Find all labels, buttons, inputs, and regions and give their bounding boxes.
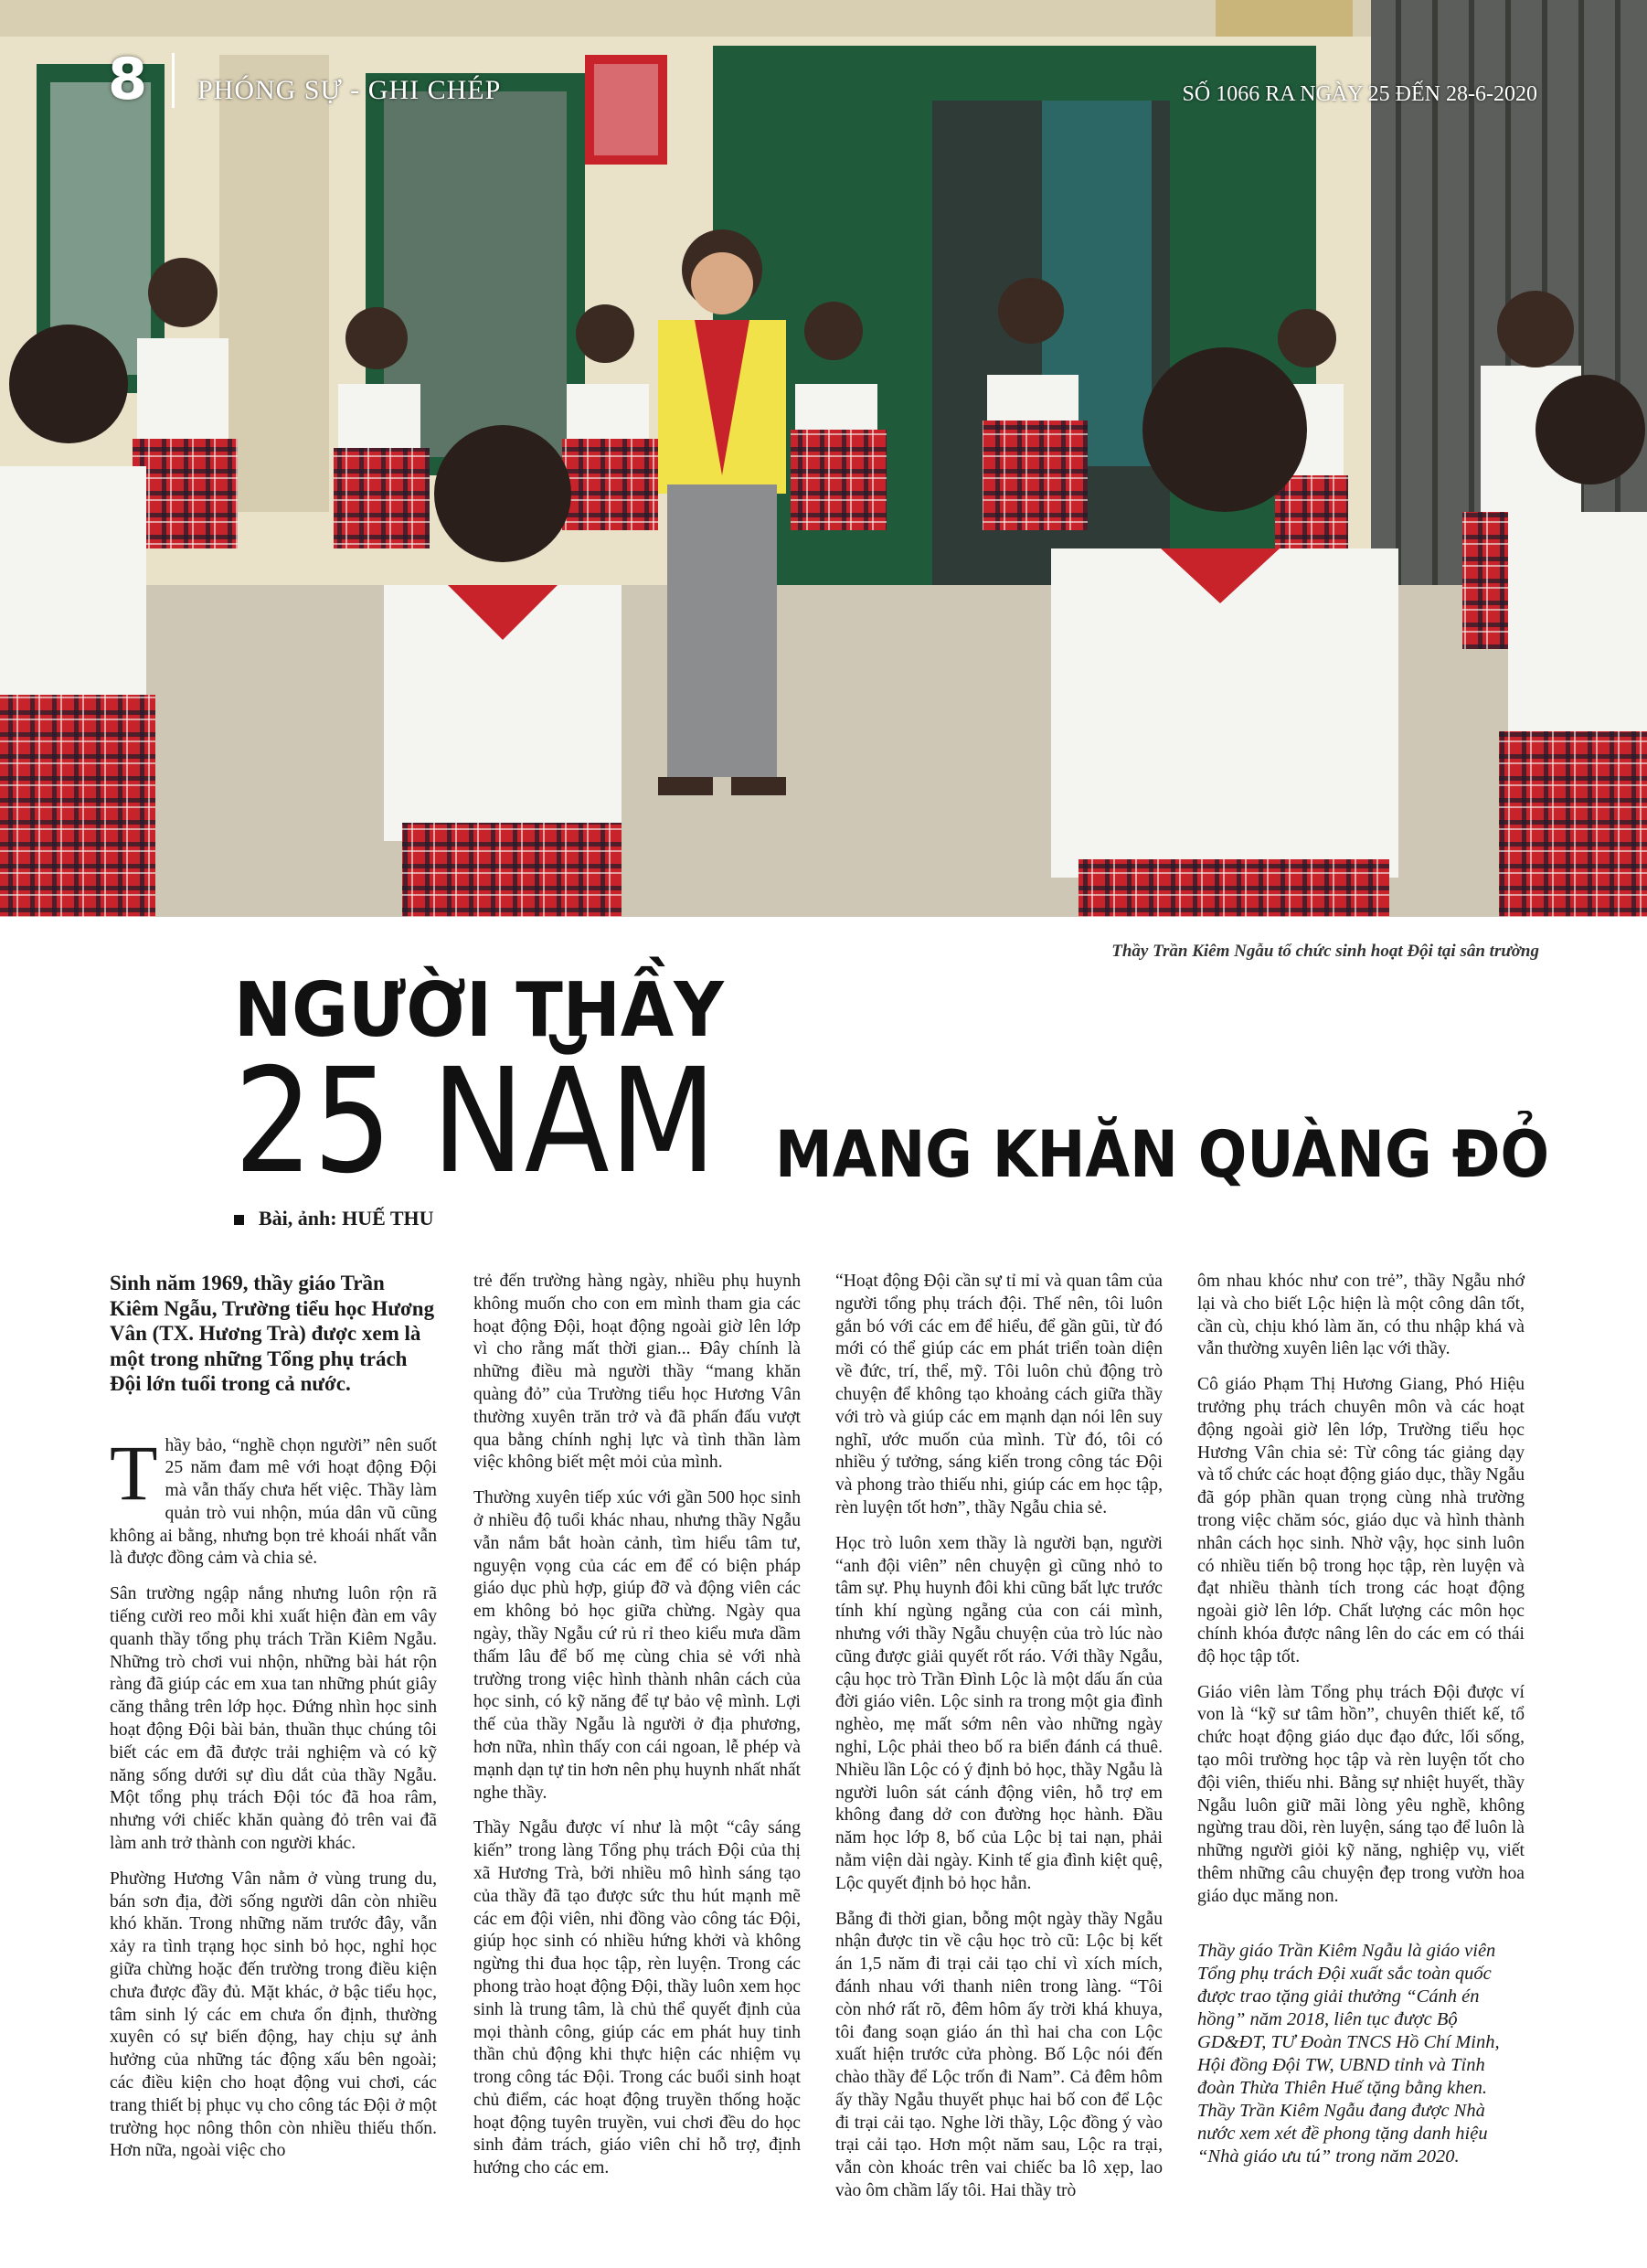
page-number: 8	[108, 46, 148, 112]
body-paragraph: Giáo viên làm Tổng phụ trách Đội được ví von là “kỹ sư tâm hồn”, chuyên thiết kế, tổ chức hoạt động giáo dục đạo đức, lối sống, tạo môi trường học tập và rèn luyện tốt cho đội viên, thiếu nhi. Bằng sự nhiệt huyết, thầy Ngẫu luôn giữ mãi lòng yêu nghề, không ngừng trau dồi, rèn luyện, sáng tạo để luôn là những người giỏi kỹ năng, nghiệp vụ, viết thêm những câu chuyện đẹp trong vườn hoa giáo dục măng non.	[1197, 1682, 1525, 1906]
body-paragraph	[110, 1428, 437, 1571]
body-paragraph: Thường xuyên tiếp xúc với gần 500 học sinh ở nhiều độ tuổi khác nhau, nhưng thầy Ngẫu vẫn nắm bắt hoàn cảnh, tìm hiểu tâm tư, nguyện vọng của các em để có biện pháp giáo dục phù hợp, giúp đỡ và động viên các em không bỏ học giữa chừng. Ngày qua ngày, thầy Ngẫu cứ rủ rỉ theo kiểu mưa dầm thấm lâu để bố mẹ cùng chia sẻ với nhà trường trong việc hình thành nhân cách của học sinh, có kỹ năng để tự bảo vệ mình. Lợi thế của thầy Ngẫu là người ở địa phương, hơn nữa, nhìn thấy con cái ngoan, lễ phép và mạnh dạn tự tin hơn nên phụ huynh nhất nhất nghe thầy.	[473, 1488, 801, 1803]
body-paragraph: trẻ đến trường hàng ngày, nhiều phụ huynh không muốn cho con em mình tham gia các hoạt động Đội, hoạt động ngoài giờ lên lớp vì cho rằng mất thời gian... Đây chính là những điều mà người thầy “mang khăn quàng đỏ” của Trường tiểu học Hương Vân thường xuyên trăn trở và đã phấn đấu vượt qua bằng chính nghị lực và tình thần làm việc không biết mệt mỏi của mình.	[473, 1272, 801, 1473]
byline-text: Bài, ảnh: HUẾ THU	[259, 1207, 434, 1230]
article-column-1	[110, 1271, 437, 2176]
byline	[234, 1207, 434, 1230]
header-divider	[172, 53, 175, 108]
section-label: PHÓNG SỰ - GHI CHÉP	[197, 75, 502, 105]
photo-illustration	[0, 0, 1647, 917]
body-paragraph: Phường Hương Vân nằm ở vùng trung du, bán sơn địa, đời sống người dân còn nhiều khó khăn. Trong những năm trước đây, vẫn xảy ra tình trạng học sinh bỏ học, nghỉ học giữa chừng hoặc đến trường trong điều kiện chưa được đầy đủ. Mặt khác, ở bậc tiểu học, tâm sinh lý các em chưa ổn định, thường xuyên có sự biến động, hay chịu sự ảnh hưởng của những tác động xấu bên ngoài; các điều kiện cho hoạt động vui chơi, các trang thiết bị phục vụ cho công tác Đội ở một trường học nông thôn còn nhiều thiếu thốn. Hơn nữa, ngoài việc cho	[110, 1869, 437, 2161]
body-paragraph: ôm nhau khóc như con trẻ”, thầy Ngẫu nhớ lại và cho biết Lộc hiện là một công dân tốt, cần cù, chịu khó làm ăn, có thu nhập khá và vẫn thường xuyên liên lạc với thầy.	[1197, 1272, 1525, 1359]
body-paragraph: Thầy Ngẫu được ví như là một “cây sáng kiến” trong làng Tổng phụ trách Đội của thị xã Hương Trà, bởi nhiều mô hình sáng tạo của thầy đã tạo được sức thu hút mạnh mẽ các em đội viên, nhi đồng vào công tác Đội, giúp học sinh có nhiều hứng khởi và không ngừng thi đua học tập, rèn luyện. Trong các phong trào hoạt động Đội, thầy luôn xem học sinh là trung tâm, là chủ thể quyết định của mọi thành công, giúp các em phát huy tinh thần chủ động khi thực hiện các nhiệm vụ trong công tác Đội. Trong các buổi sinh hoạt chủ điểm, các hoạt động truyền thống hoặc hoạt động tuyên truyền, vui chơi đều do học sinh đảm trách, giáo viên chỉ hỗ trợ, định hướng cho các em.	[473, 1818, 801, 2178]
article-column-4	[1197, 1271, 1525, 2181]
body-paragraph: Bẵng đi thời gian, bỗng một ngày thầy Ngẫu nhận được tin về cậu học trò cũ: Lộc bị kết án 1,5 năm đi trại cải tạo chỉ vì xích mích, đánh nhau với thanh niên trong làng. “Tôi còn nhớ rất rõ, đêm hôm ấy trời khá khuya, tôi đang soạn giáo án thì hai cha con Lộc xuất hiện trước cửa phòng. Bố Lộc nói đến chào thầy để Lộc trốn đi Nam”. Cả đêm hôm ấy thầy Ngẫu thuyết phục hai bố con để Lộc đi trại cải tạo. Nghe lời thầy, Lộc đồng ý vào trại cải tạo. Hơn một năm sau, Lộc ra trại, vẫn còn khoác trên vai chiếc ba lô xẹp, lao vào ôm chầm lấy tôi. Hai thầy trò	[835, 1909, 1163, 2201]
paragraph-text: hầy bảo, “nghề chọn người” nên suốt 25 năm đam mê với hoạt động Đội mà vẫn thấy chưa hết việc. Thầy làm quản trò vui nhộn, múa dân vũ cũng không ai bằng, nhưng bọn trẻ khoái nhất vẫn là được đồng cảm và chia sẻ.	[110, 1435, 437, 1569]
body-paragraph: Sân trường ngập nắng nhưng luôn rộn rã tiếng cười reo mỗi khi xuất hiện đàn em vây quanh thầy tổng phụ trách Trần Kiêm Ngẫu. Những trò chơi vui nhộn, những bài hát rộn ràng đã giúp các em xua tan những phút giây căng thẳng trên lớp học. Đứng nhìn học sinh hoạt động Đội bài bản, thuần thục chúng tôi biết các em đã được trải nghiệm và có kỹ năng sống dưới sự dìu dắt của thầy Ngẫu. Một tổng phụ trách Đội tóc đã hoa râm, nhưng với chiếc khăn quàng đỏ trên vai đã làm anh trở thành con người khác.	[110, 1584, 437, 1854]
lead-paragraph: Sinh năm 1969, thầy giáo Trần Kiêm Ngẫu, Trường tiểu học Hương Vân (TX. Hương Trà) được xem là một trong những Tổng phụ trách Đội lớn tuổi trong cả nước.	[110, 1272, 435, 1395]
body-paragraph: Học trò luôn xem thầy là người bạn, người “anh đội viên” nên chuyện gì cũng nhỏ to tâm sự. Phụ huynh đôi khi cũng bất lực trước tính khí ngùng ngẵng của con cái mình, nhưng với thầy Ngẫu chuyện của trò lúc nào cũng được giải quyết rốt ráo. Với thầy Ngẫu, cậu học trò Trần Đình Lộc là một dấu ấn của đời giáo viên. Lộc sinh ra trong một gia đình nghèo, mẹ mất sớm nên vào những ngày nghỉ, Lộc phải theo bố ra biển đánh cá thuê. Nhiều lần Lộc có ý định bỏ học, thầy Ngẫu là người luôn sát cánh động viên, hỗ trợ em không đang dở con đường học hành. Đầu năm học lớp 8, bố của Lộc bị tai nạn, phải nằm viện dài ngày. Kinh tế gia đình kiệt quệ, Lộc quyết định bỏ học hẳn.	[835, 1533, 1163, 1893]
photo-caption: Thầy Trần Kiêm Ngẫu tổ chức sinh hoạt Đội tại sân trường	[1111, 942, 1539, 961]
issue-date: SỐ 1066 RA NGÀY 25 ĐẾN 28-6-2020	[1182, 82, 1537, 106]
headline-line-1: NGƯỜI THẦY	[234, 967, 724, 1054]
article-column-2	[473, 1271, 801, 2193]
headline-line-2: 25 NĂM	[234, 1038, 717, 1206]
drop-cap: T	[110, 1428, 158, 1517]
headline-line-3: MANG KHĂN QUÀNG ĐỎ	[775, 1117, 1550, 1192]
award-note: Thầy giáo Trần Kiêm Ngẫu là giáo viên Tổng phụ trách Đội xuất sắc toàn quốc được trao tặng giải thưởng “Cánh én hồng” năm 2018, liên tục được Bộ GD&ĐT, TƯ Đoàn TNCS Hồ Chí Minh, Hội đồng Đội TW, UBND tỉnh và Tỉnh đoàn Thừa Thiên Huế tặng bằng khen. Thầy Trần Kiêm Ngẫu đang được Nhà nước xem xét đề phong tặng danh hiệu “Nhà giáo ưu tú” trong năm 2020.	[1197, 1940, 1500, 2167]
article-column-3	[835, 1271, 1163, 2216]
body-paragraph: Cô giáo Phạm Thị Hương Giang, Phó Hiệu trưởng phụ trách chuyên môn và các hoạt động ngoài giờ lên lớp, Trường tiểu học Hương Vân chia sẻ: Từ công tác giảng dạy và tổ chức các hoạt động giáo dục, thầy Ngẫu đã góp phần quan trọng cùng nhà trường trong việc chăm sóc, giáo dục và hình thành nhân cách học sinh. Nhờ vậy, học sinh luôn có nhiều tiến bộ trong học tập, rèn luyện và đạt nhiều thành tích trong các hoạt động ngoài giờ lên lớp. Chất lượng các môn học chính khóa được nâng lên do các em có thái độ học tập tốt.	[1197, 1375, 1525, 1666]
body-paragraph: “Hoạt động Đội cần sự tỉ mỉ và quan tâm của người tổng phụ trách đội. Thế nên, tôi luôn gắn bó với các em để hiểu, để gần gũi, từ đó mới có thể giúp các em phát triển toàn diện về đức, trí, thể, mỹ. Tôi luôn chủ động trò chuyện để không tạo khoảng cách giữa thầy với trò và giúp các em mạnh dạn nói lên suy nghĩ, ước muốn của mình. Từ đó, tôi có nhiều ý tưởng, sáng kiến trong công tác Đội và phong trào thiếu nhi, giúp các em học tập, rèn luyện tốt hơn”, thầy Ngẫu chia sẻ.	[835, 1272, 1163, 1517]
article-photo	[0, 0, 1647, 917]
square-bullet-icon	[234, 1215, 244, 1225]
